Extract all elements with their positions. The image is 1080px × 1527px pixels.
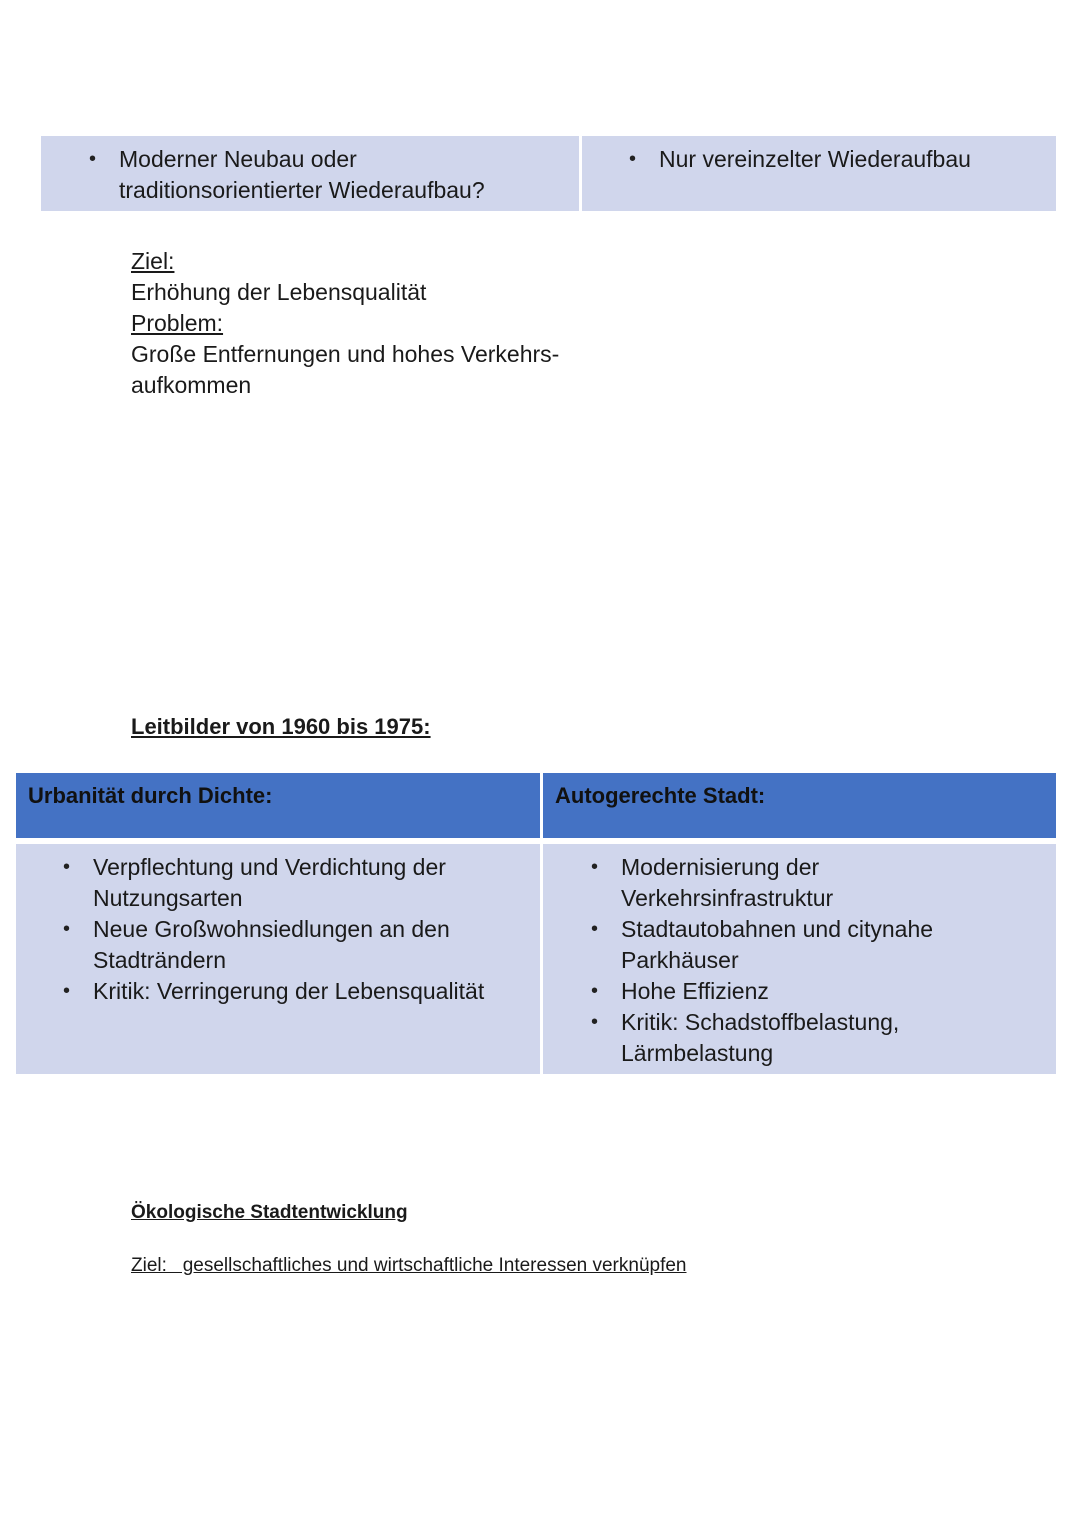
top-table-right-cell xyxy=(582,136,1056,211)
list-item: • Kritik: Schadstoffbelastung, Lärmbelastung xyxy=(621,1007,961,1069)
eco-goal-line: Ziel: gesellschaftliches und wirtschaftliche Interessen verknüpfen xyxy=(131,1255,687,1276)
main-table-left-body xyxy=(16,844,540,1074)
list-item: • Verpflechtung und Verdichtung der Nutzungsarten xyxy=(93,852,513,914)
section-heading: Leitbilder von 1960 bis 1975: xyxy=(131,714,431,739)
goal-label: Ziel: xyxy=(131,248,175,274)
main-table-left-header xyxy=(16,773,540,838)
problem-text-line1: Große Entfernungen und hohes Verkehrs- xyxy=(131,341,560,367)
main-table-right-body xyxy=(543,844,1056,1074)
problem-label: Problem: xyxy=(131,310,224,336)
goal-text: Erhöhung der Lebensqualität xyxy=(131,279,427,305)
goal-block xyxy=(131,246,611,401)
main-table-right-header xyxy=(543,773,1056,838)
eco-heading: Ökologische Stadtentwicklung xyxy=(131,1202,408,1223)
list-item: • Modernisierung der Verkehrsinfrastruktur xyxy=(621,852,961,914)
problem-text-line2: aufkommen xyxy=(131,372,252,398)
list-item: • Hohe Effizienz xyxy=(621,976,961,1007)
top-table-right-item: • Nur vereinzelter Wiederaufbau xyxy=(659,144,1049,175)
top-table-left-cell xyxy=(41,136,579,211)
left-header-text: Urbanität durch Dichte: xyxy=(28,783,273,808)
list-item: • Kritik: Verringerung der Lebensqualität xyxy=(93,976,513,1007)
right-header-text: Autogerechte Stadt: xyxy=(555,783,766,808)
top-table-left-item: • Moderner Neubau oder traditionsorientierter Wiederaufbau? xyxy=(119,144,539,206)
list-item: • Neue Großwohnsiedlungen an den Stadträndern xyxy=(93,914,513,976)
list-item: • Stadtautobahnen und citynahe Parkhäuser xyxy=(621,914,961,976)
